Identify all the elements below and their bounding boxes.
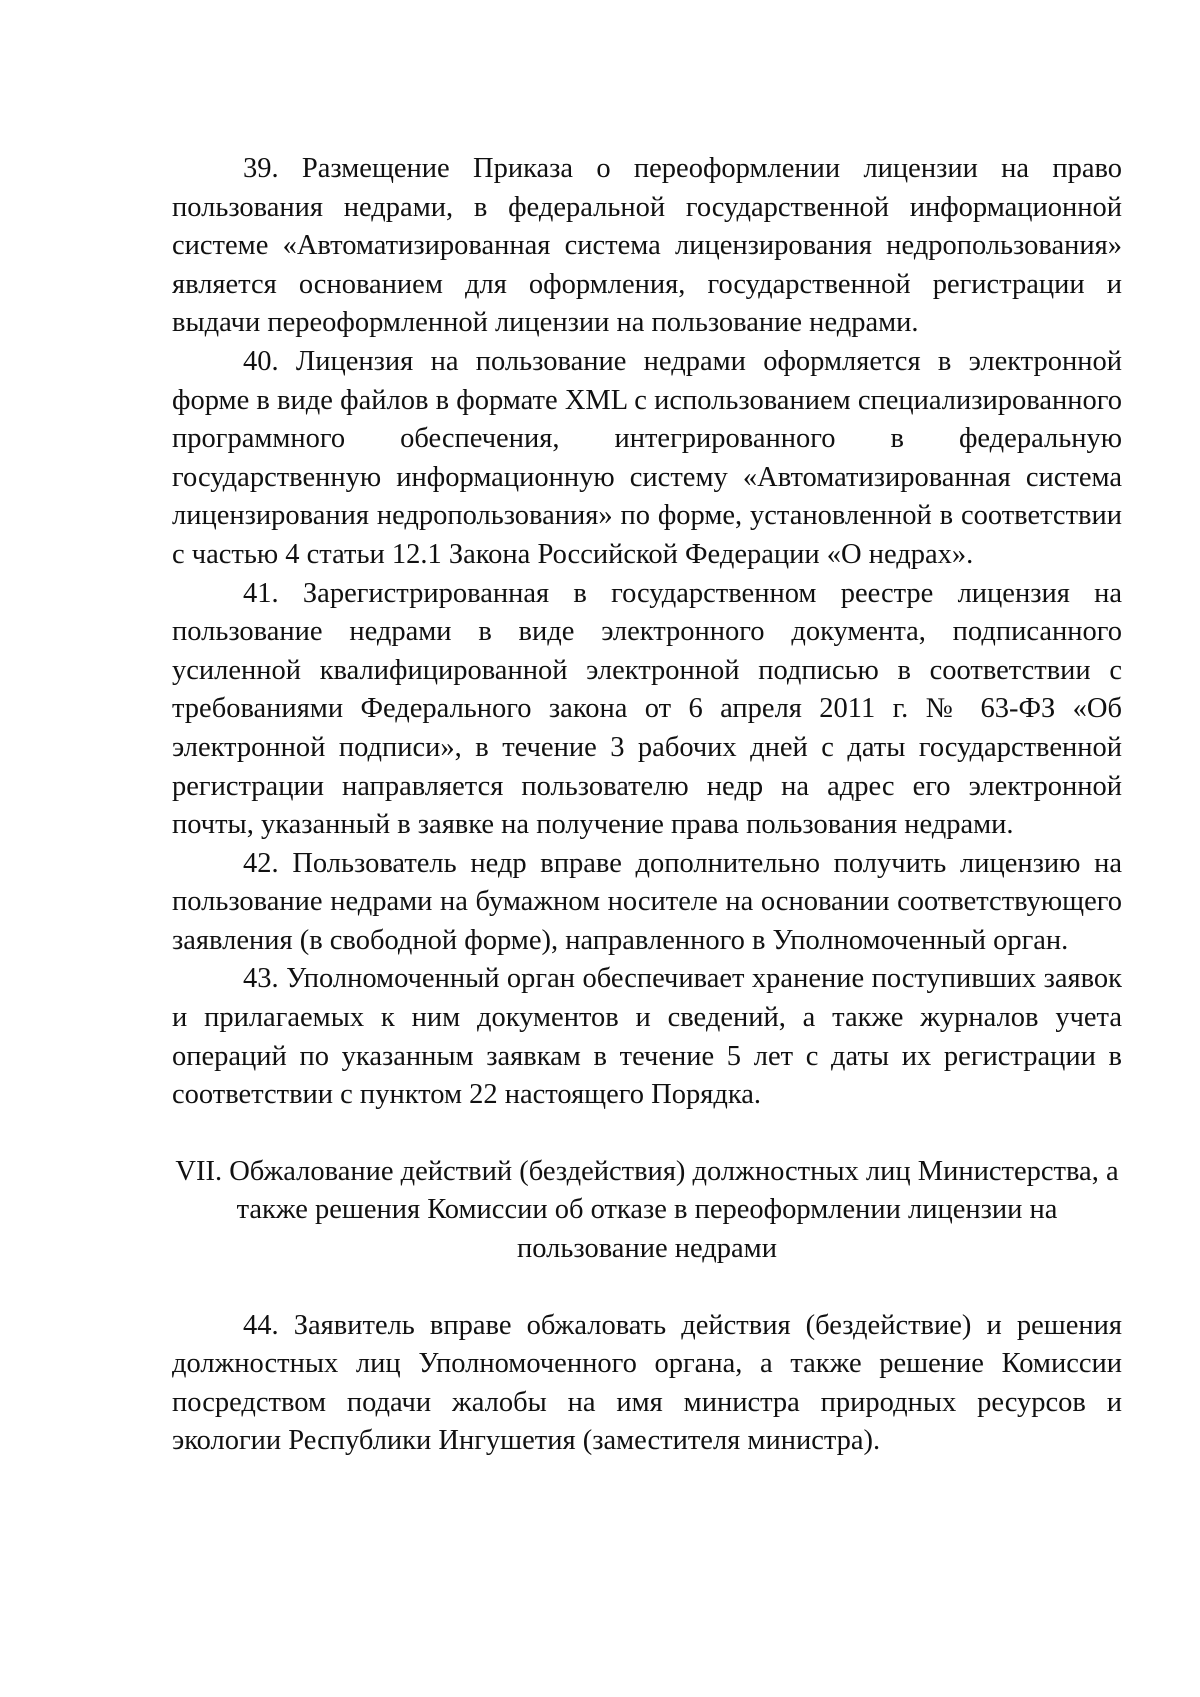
paragraph-43: 43. Уполномоченный орган обеспечивает хранение поступивших заявок и прилагаемых к ним документов и сведений, а также журналов учета операций по указанным заявкам в течение 5 лет с даты их регистрации в соответствии с пунктом 22 настоящего Порядка.: [172, 963, 1122, 1111]
paragraph-39: 39. Размещение Приказа о переоформлении лицензии на право пользования недрами, в федеральной государственной информационной системе «Автоматизированная система лицензирования недропользования» является основанием для оформления, государственной регистрации и выдачи переоформленной лицензии на пользование недрами.: [172, 153, 1122, 339]
paragraph-40: 40. Лицензия на пользование недрами оформляется в электронной форме в виде файлов в формате XML с использованием специализированного программного обеспечения, интегрированного в федеральную государственную информационную систему «Автоматизированная система лицензирования недропользования» по форме, установленной в соответствии с частью 4 статьи 12.1 Закона Российской Федерации «О недрах».: [172, 345, 1122, 570]
paragraph-44: 44. Заявитель вправе обжаловать действия (бездействие) и решения должностных лиц Уполномоченного органа, а также решение Комиссии посредством подачи жалобы на имя министра природных ресурсов и экологии Республики Ингушетия (заместителя министра).: [172, 1309, 1122, 1457]
paragraph-42: 42. Пользователь недр вправе дополнительно получить лицензию на пользование недрами на бумажном носителе на основании соответствующего заявления (в свободной форме), направленного в Уполномоченный орган.: [172, 847, 1122, 956]
section-heading: [172, 1153, 1122, 1269]
section-heading-line-1: VII. Обжалование действий (бездействия) должностных лиц Министерства, а: [175, 1155, 1119, 1187]
section-heading-line-3: пользование недрами: [517, 1233, 777, 1265]
paragraph-41: 41. Зарегистрированная в государственном реестре лицензия на пользование недрами в виде электронного документа, подписанного усиленной квалифицированной электронной подписью в соответствии с требованиями Федерального закона от 6 апреля 2011 г. № 63-ФЗ «Об электронной подписи», в течение 3 рабочих дней с даты государственной регистрации направляется пользователю недр на адрес его электронной почты, указанный в заявке на получение права пользования недрами.: [172, 577, 1122, 841]
section-heading-line-2: также решения Комиссии об отказе в переоформлении лицензии на: [236, 1194, 1058, 1226]
document-page: [172, 150, 1122, 1461]
